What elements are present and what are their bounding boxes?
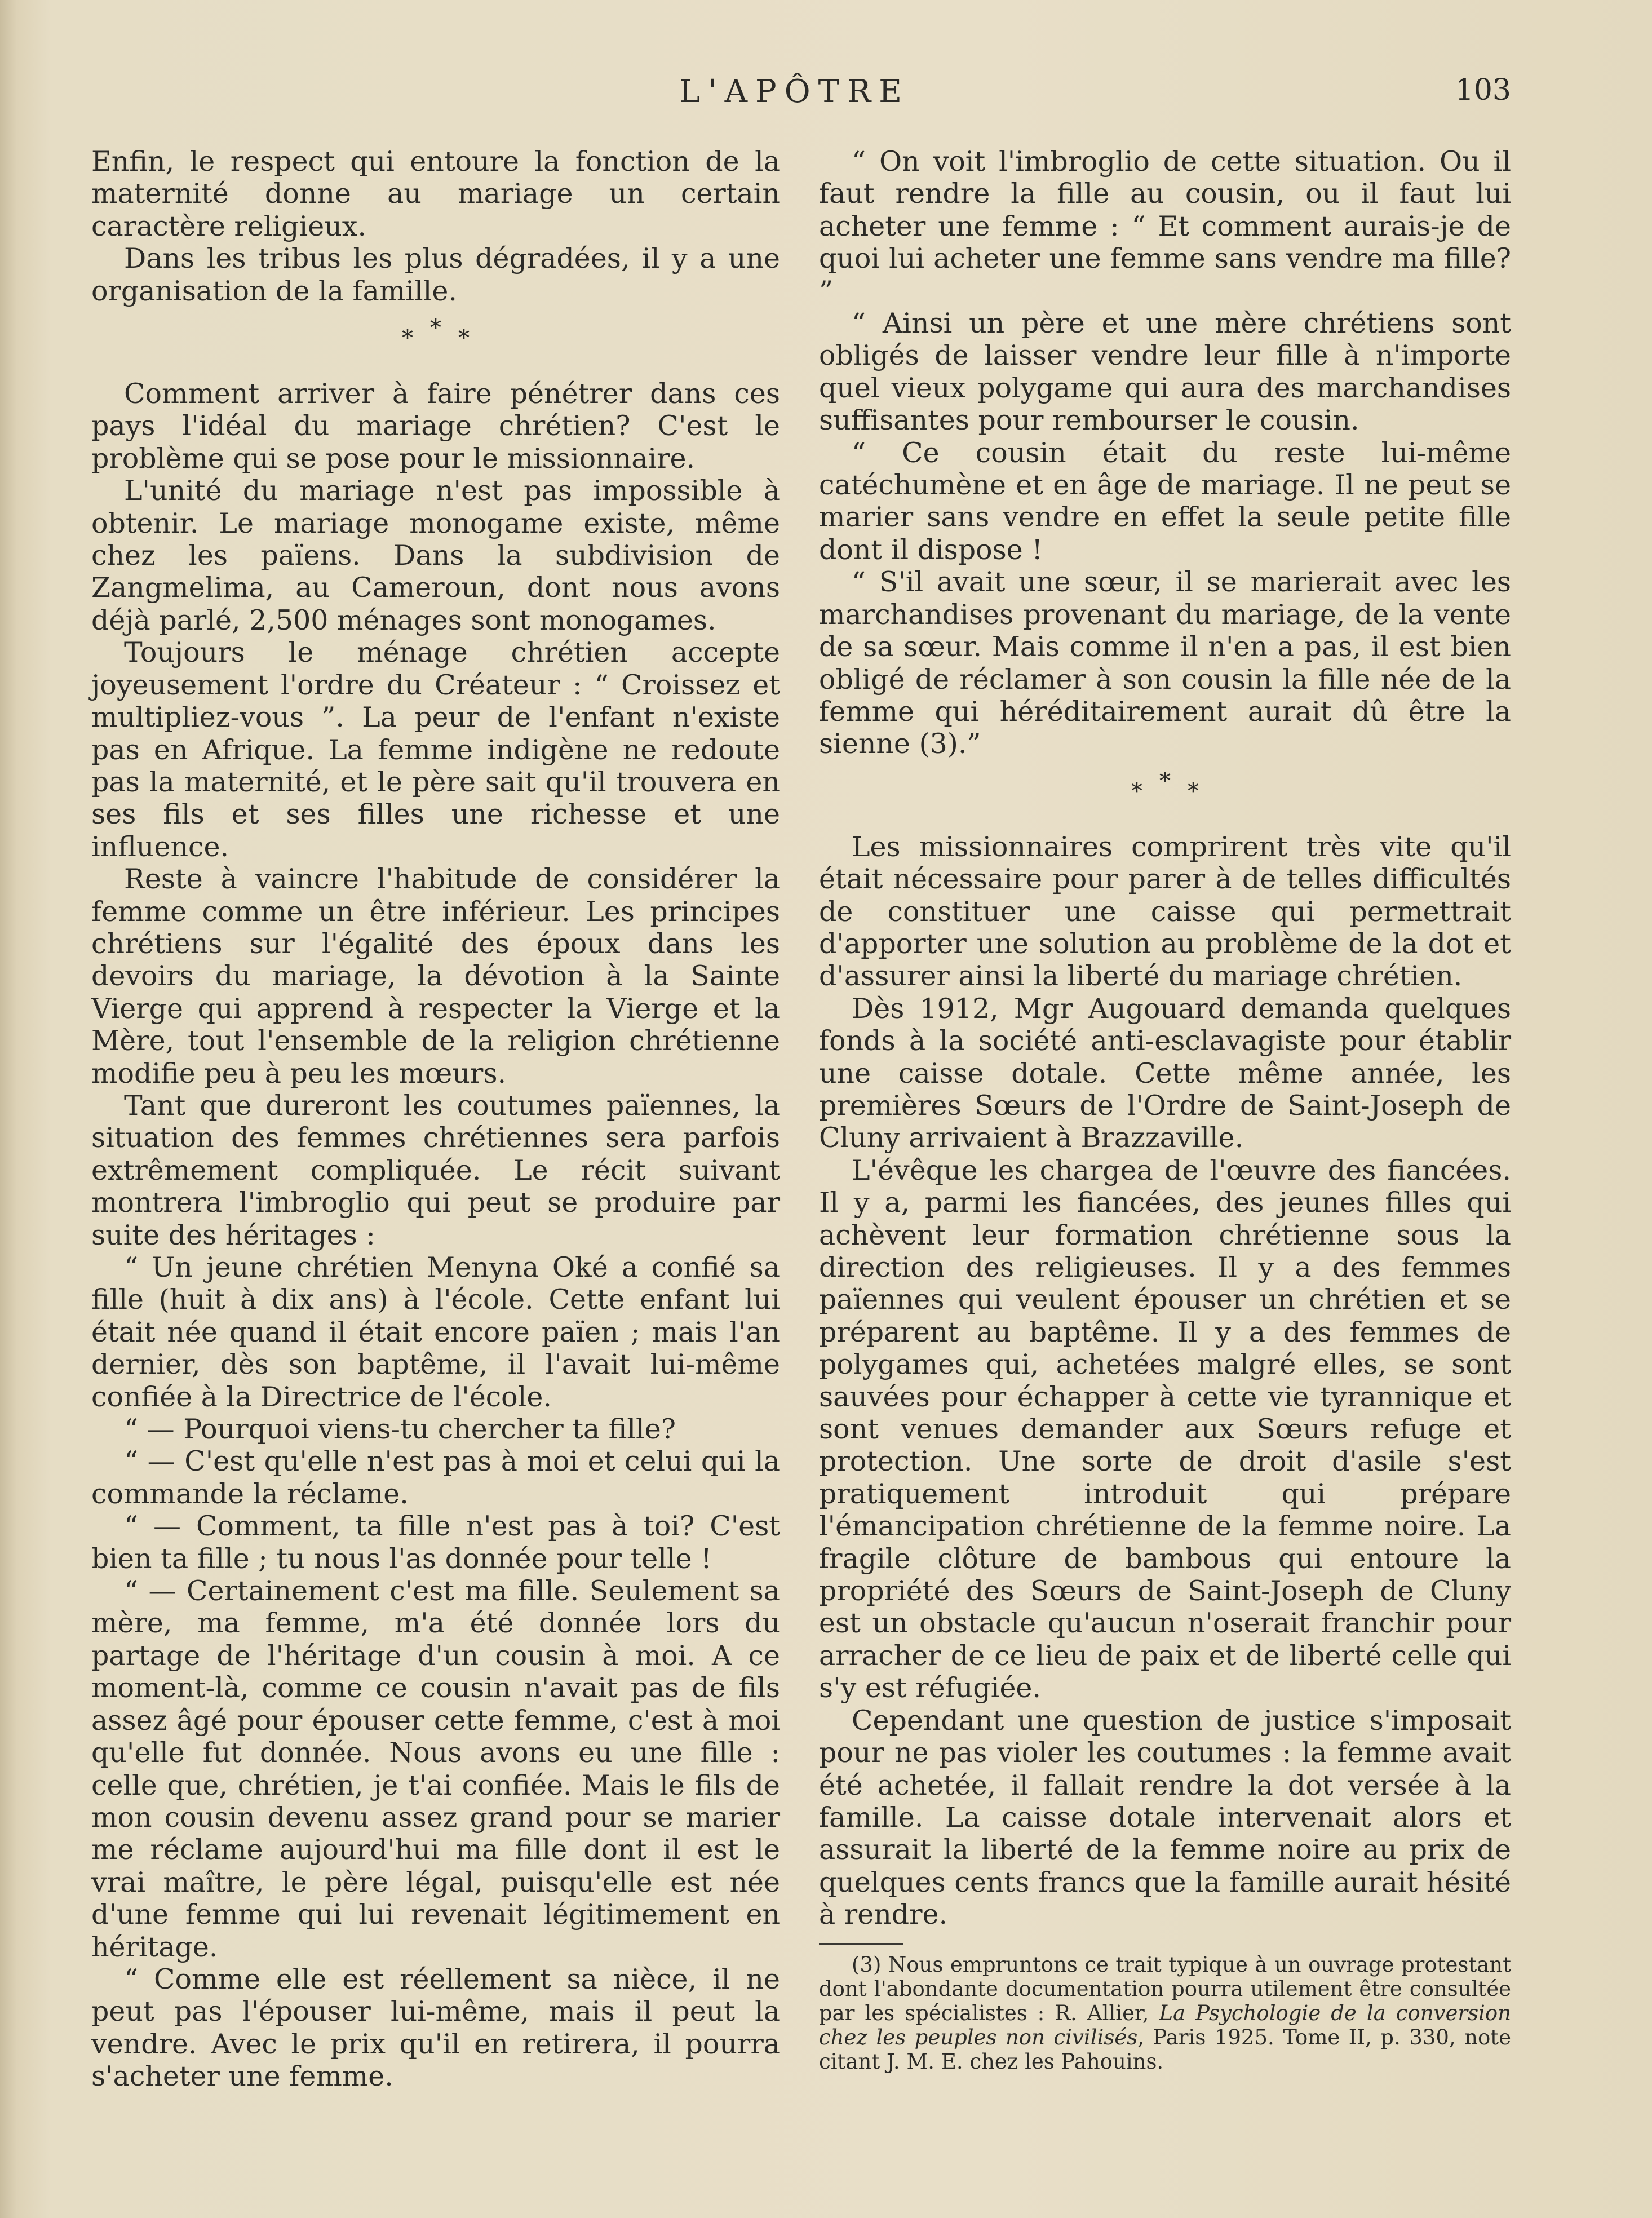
paragraph: Toujours le ménage chrétien accepte joyeusement l'ordre du Créateur : “ Croissez et multipliez-vous ”. La peur de l'enfant n'existe pas en Afrique. La femme indigène ne redoute pas la maternité, et le père sait qu'il trouvera en ses fils et ses filles une richesse et une influence. (91, 636, 780, 863)
paragraph: Cependant une question de justice s'imposait pour ne pas violer les coutumes : la femme avait été achetée, il fallait rendre la dot versée à la famille. La caisse dotale intervenait alors et assurait la liberté de la femme noire au prix de quelques cents francs que la famille aurait hésité à rendre. (819, 1704, 1511, 1931)
section-separator: * * * (1131, 768, 1199, 804)
paragraph: “ Un jeune chrétien Menyna Oké a confié sa fille (huit à dix ans) à l'école. Cette enfant lui était née quand il était encore païen ; mais l'an dernier, dès son baptême, il l'avait lui-même confiée à la Directrice de l'école. (91, 1251, 780, 1413)
paragraph: Tant que dureront les coutumes païennes, la situation des femmes chrétiennes sera parfois extrêmement compliquée. Le récit suivant montrera l'imbroglio qui peut se produire par suite des héritages : (91, 1089, 780, 1251)
footnote-rule (819, 1943, 903, 1945)
left-column (91, 145, 780, 2093)
paragraph: “ S'il avait une sœur, il se marierait avec les marchandises provenant du mariage, de la vente de sa sœur. Mais comme il n'en a pas, il est bien obligé de réclamer à son cousin la fille née de la femme qui héréditairement aurait dû être la sienne (3).” (819, 566, 1511, 760)
paragraph: Dans les tribus les plus dégradées, il y a une organisation de la famille. (91, 242, 780, 307)
paragraph: Les missionnaires comprirent très vite qu'il était nécessaire pour parer à de telles difficultés de constituer une caisse qui permettrait d'apporter une solution au problème de la dot et d'assurer ainsi la liberté du mariage chrétien. (819, 830, 1511, 993)
paragraph: Comment arriver à faire pénétrer dans ces pays l'idéal du mariage chrétien? C'est le problème qui se pose pour le missionnaire. (91, 378, 780, 475)
footnote-text-end: , Paris 1925. Tome II, p. 330, note citant J. M. E. chez les Pahouins. (819, 2025, 1511, 2074)
paragraph: “ Ainsi un père et une mère chrétiens sont obligés de laisser vendre leur fille à n'importe quel vieux polygame qui aura des marchandises suffisantes pour rembourser le cousin. (819, 307, 1511, 437)
footnote-book-title: La Psychologie de la conversion chez les peuples non civilisés (819, 2000, 1511, 2049)
paragraph: “ — Pourquoi viens-tu chercher ta fille? (124, 1413, 676, 1446)
paragraph: “ On voit l'imbroglio de cette situation. Ou il faut rendre la fille au cousin, ou il faut lui acheter une femme : “ Et comment aurais-je de quoi lui acheter une femme sans vendre ma fille? ” (819, 145, 1511, 307)
footnote-text: (3) Nous empruntons ce trait typique à un ouvrage protestant dont l'abondante documentation pourra utilement être consultée par les spécialistes : R. Allier, (819, 1952, 1511, 2025)
page-header (0, 73, 1652, 118)
section-separator: * * * (402, 315, 470, 352)
running-title: L'APÔTRE (679, 73, 910, 110)
footnote (819, 1953, 1511, 2074)
paragraph: L'évêque les chargea de l'œuvre des fiancées. Il y a, parmi les fiancées, des jeunes filles qui achèvent leur formation chrétienne sous la direction des religieuses. Il y a des femmes païennes qui veulent épouser un chrétien et se préparent au baptême. Il y a des femmes de polygames qui, achetées malgré elles, se sont sauvées pour échapper à cette vie tyrannique et sont venues demander aux Sœurs refuge et protection. Une sorte de droit d'asile s'est pratiquement introduit qui prépare l'émancipation chrétienne de la femme noire. La fragile clôture de bambous qui entoure la propriété des Sœurs de Saint-Joseph de Cluny est un obstacle qu'aucun n'oserait franchir pour arracher de ce lieu de paix et de liberté celle qui s'y est réfugiée. (819, 1154, 1511, 1705)
paragraph: “ — Certainement c'est ma fille. Seulement sa mère, ma femme, m'a été donnée lors du partage de l'héritage d'un cousin à moi. A ce moment-là, comme ce cousin n'avait pas de fils assez âgé pour épouser cette femme, c'est à moi qu'elle fut donnée. Nous avons eu une fille : celle que, chrétien, je t'ai confiée. Mais le fils de mon cousin devenu assez grand pour se marier me réclame aujourd'hui ma fille dont il est le vrai maître, le père légal, puisqu'elle est née d'une femme qui lui revenait légitimement en héritage. (91, 1575, 780, 1963)
page-number: 103 (1455, 73, 1511, 107)
paragraph: “ — Comment, ta fille n'est pas à toi? C'est bien ta fille ; tu nous l'as donnée pour telle ! (91, 1510, 780, 1575)
paragraph: L'unité du mariage n'est pas impossible à obtenir. Le mariage monogame existe, même chez les païens. Dans la subdivision de Zangmelima, au Cameroun, dont nous avons déjà parlé, 2,500 ménages sont monogames. (91, 475, 780, 636)
paragraph: Dès 1912, Mgr Augouard demanda quelques fonds à la société anti-esclavagiste pour établir une caisse dotale. Cette même année, les premières Sœurs de l'Ordre de Saint-Joseph de Cluny arrivaient à Brazzaville. (819, 992, 1511, 1154)
paragraph: Reste à vaincre l'habitude de considérer la femme comme un être inférieur. Les principes chrétiens sur l'égalité des époux dans les devoirs du mariage, la dévotion à la Sainte Vierge qui apprend à respecter la Vierge et la Mère, tout l'ensemble de la religion chrétienne modifie peu à peu les mœurs. (91, 863, 780, 1090)
paragraph: “ — C'est qu'elle n'est pas à moi et celui qui la commande la réclame. (91, 1445, 780, 1510)
paragraph: Enfin, le respect qui entoure la fonction de la maternité donne au mariage un certain caractère religieux. (91, 145, 780, 242)
paragraph: “ Ce cousin était du reste lui-même catéchumène et en âge de mariage. Il ne peut se marier sans vendre en effet la seule petite fille dont il dispose ! (819, 436, 1511, 566)
paragraph: “ Comme elle est réellement sa nièce, il ne peut pas l'épouser lui-même, mais il peut la vendre. Avec le prix qu'il en retirera, il pourra s'acheter une femme. (91, 1963, 780, 2093)
right-column (819, 145, 1511, 2074)
